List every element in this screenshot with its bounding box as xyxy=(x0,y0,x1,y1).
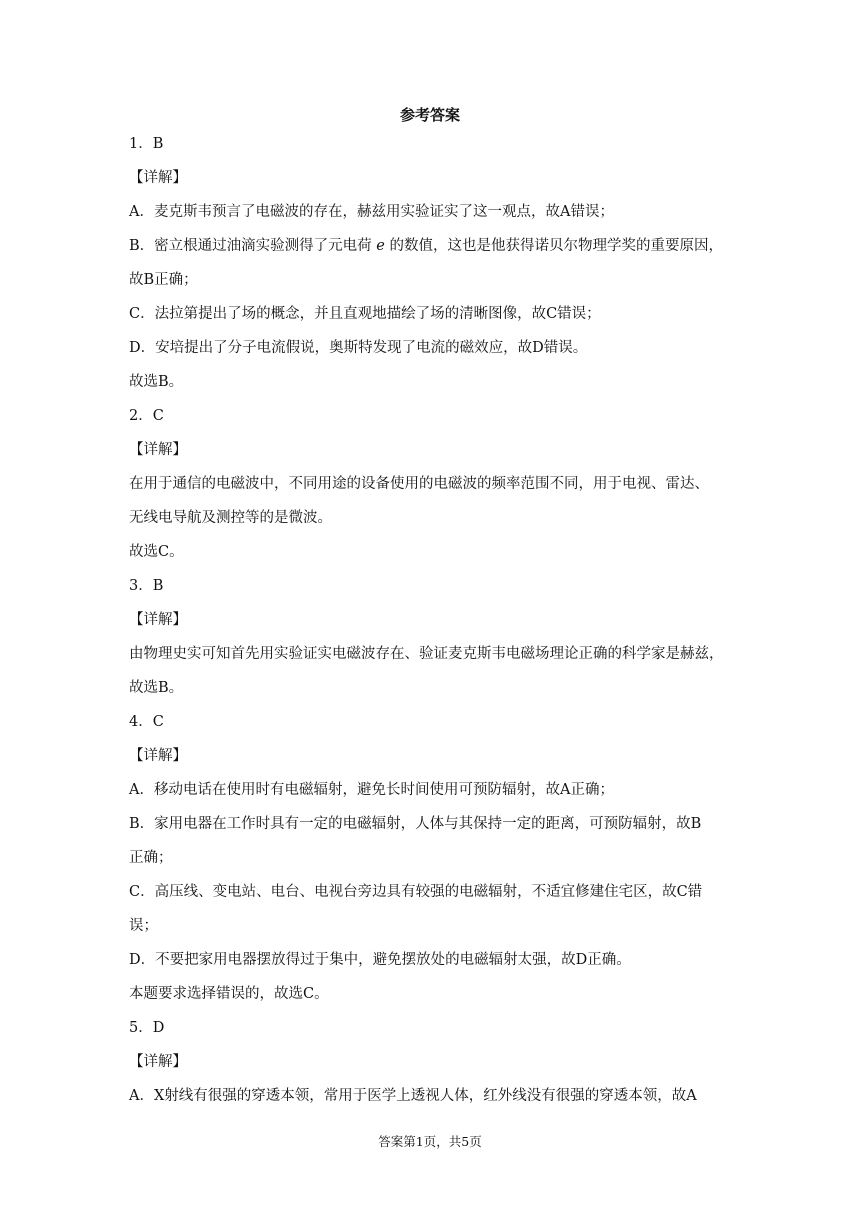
text-line: 5．D xyxy=(129,1020,165,1036)
text-line: A．麦克斯韦预言了电磁波的存在，赫兹用实验证实了这一观点，故A错误； xyxy=(129,204,614,220)
page-footer: 答案第1页，共5页 xyxy=(378,1134,482,1149)
text-line: 3．B xyxy=(129,578,164,594)
text-line: 【详解】 xyxy=(129,442,187,458)
text-line xyxy=(129,235,737,269)
text-line: D．不要把家用电器摆放得过于集中，避免摆放处的电磁辐射太强，故D正确。 xyxy=(129,952,631,968)
text-line: A．X射线有很强的穿透本领，常用于医学上透视人体，红外线没有很强的穿透本领，故A xyxy=(129,1088,697,1104)
text-line: 1．B xyxy=(129,136,164,152)
text-line: 故选B。 xyxy=(129,680,184,696)
text-line: 故选C。 xyxy=(129,544,184,560)
text-line: 【详解】 xyxy=(129,612,187,628)
text-line: 本题要求选择错误的，故选C。 xyxy=(129,986,329,1002)
text-line: A．移动电话在使用时有电磁辐射，避免长时间使用可预防辐射，故A正确； xyxy=(129,782,614,798)
answer-content xyxy=(129,133,737,1119)
text-segment: 的数值，这也是他获得诺贝尔物理学奖的重要原因， xyxy=(384,238,723,254)
text-line: 【详解】 xyxy=(129,748,187,764)
text-line: 2．C xyxy=(129,408,164,424)
text-line: 故B正确； xyxy=(129,272,198,288)
text-line: 无线电导航及测控等的是微波。 xyxy=(129,510,332,526)
math-variable: e xyxy=(376,238,385,254)
text-line: 【详解】 xyxy=(129,170,187,186)
text-line: 4．C xyxy=(129,714,164,730)
text-line: 正确； xyxy=(129,850,173,866)
text-line: D．安培提出了分子电流假说，奥斯特发现了电流的磁效应，故D错误。 xyxy=(129,340,588,356)
text-line: B．家用电器在工作时具有一定的电磁辐射，人体与其保持一定的距离，可预防辐射，故B xyxy=(129,816,702,832)
text-line: 故选B。 xyxy=(129,374,184,390)
text-line: C．高压线、变电站、电台、电视台旁边具有较强的电磁辐射，不适宜修建住宅区，故C错 xyxy=(129,884,703,900)
text-line: 【详解】 xyxy=(129,1054,187,1070)
text-line: 由物理史实可知首先用实验证实电磁波存在、验证麦克斯韦电磁场理论正确的科学家是赫兹， xyxy=(129,646,724,662)
text-line: 在用于通信的电磁波中，不同用途的设备使用的电磁波的频率范围不同，用于电视、雷达、 xyxy=(129,476,709,492)
text-line: C．法拉第提出了场的概念，并且直观地描绘了场的清晰图像，故C错误； xyxy=(129,306,601,322)
text-line: 误； xyxy=(129,918,158,934)
text-segment: B．密立根通过油滴实验测得了元电荷 xyxy=(129,238,377,254)
page-title: 参考答案 xyxy=(399,106,460,124)
